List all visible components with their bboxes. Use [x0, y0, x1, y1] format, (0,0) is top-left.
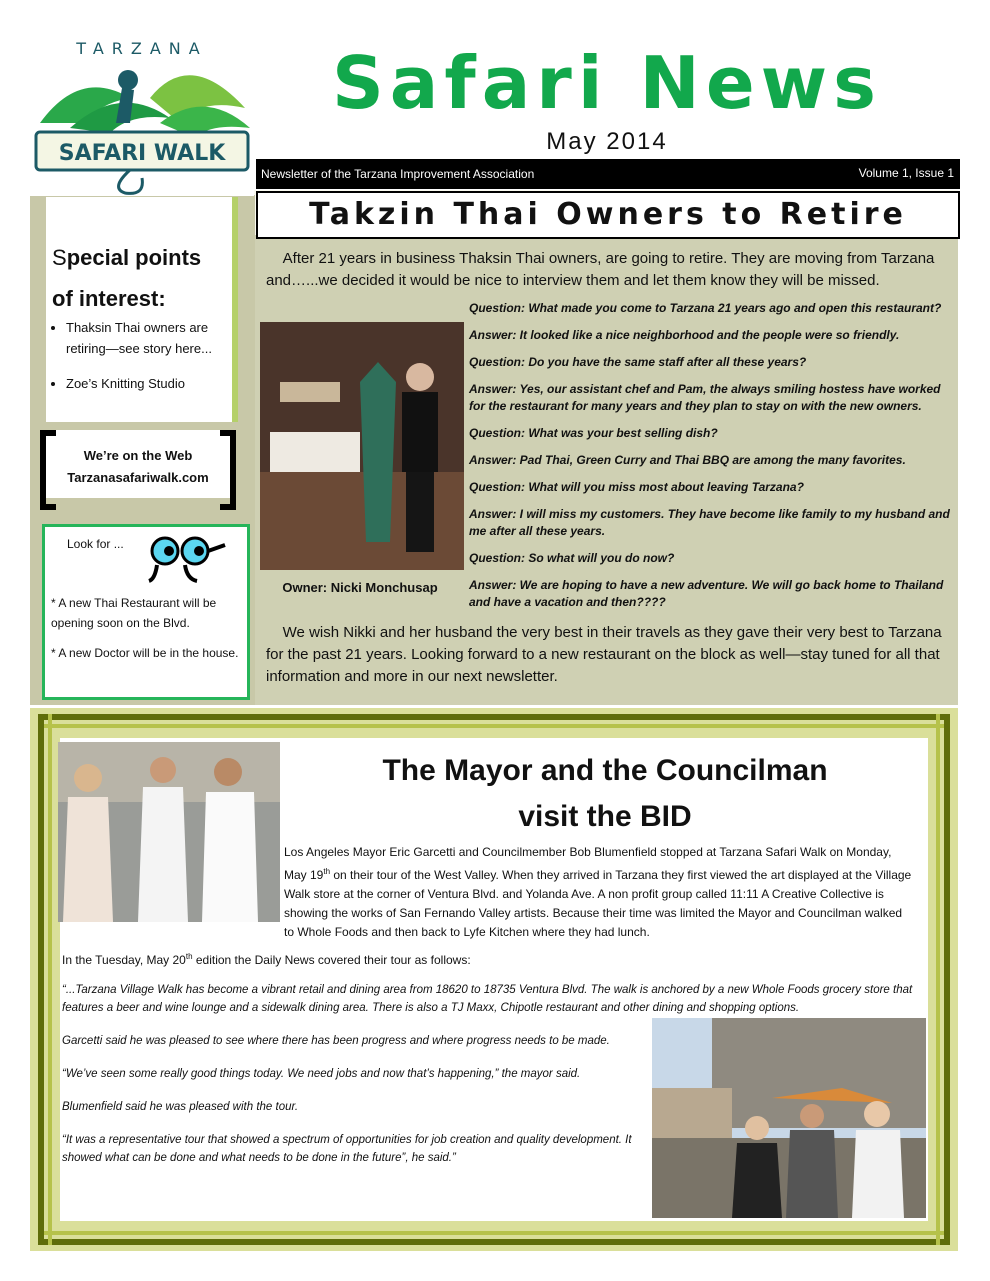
website-link[interactable]: Tarzanasafariwalk.com	[67, 470, 209, 485]
special-points-heading: Special points of interest:	[52, 245, 202, 311]
interview-line: Question: So what will you do now?	[469, 551, 675, 565]
look-for-box	[42, 524, 250, 700]
issue-date: May 2014	[546, 128, 668, 155]
svg-text:SAFARI WALK: SAFARI WALK	[58, 141, 226, 166]
tagline: Newsletter of the Tarzana Improvement Association	[261, 167, 535, 181]
interview-line: Answer: I will miss my customers. They have become like family to my husband and me after all these years.	[469, 507, 950, 538]
tarzana-safari-walk-logo	[30, 28, 254, 196]
look-item: * A new Doctor will be in the house.	[51, 646, 239, 660]
newsletter-title: Safari News	[331, 41, 883, 125]
masthead-bar	[256, 159, 960, 189]
daily-news-line: In the Tuesday, May 20th edition the Daily News covered their tour as follows:	[62, 952, 471, 967]
web-callout	[40, 430, 236, 498]
article1-outro: We wish Nikki and her husband the very best in their travels as they gave their very best to Tarzana for the past 21 years. Looking forward to a new restaurant on the block as well—stay tuned for all that information and more in our next newsletter.	[266, 624, 942, 685]
article1-headline: Takzin Thai Owners to Retire	[256, 191, 960, 239]
look-for-label: Look for ...	[67, 537, 124, 551]
volume-label: Volume 1, Issue 1	[858, 166, 954, 180]
eyes-icon	[145, 535, 235, 585]
list-item: • Thaksin Thai owners are retiring—see story here...	[66, 317, 236, 359]
quote-paragraph: Garcetti said he was pleased to see where there has been progress and where progress needs to be made.	[62, 1035, 610, 1047]
article2-body: Los Angeles Mayor Eric Garcetti and Councilmember Bob Blumenfield stopped at Tarzana Safari Walk on Monday, May 19th on their tour of the West Valley. When they arrived in Tarzana they first viewed the art displayed at the Village Walk store at the corner of Ventura Blvd. and Yolanda Ave. A non profit group called 11:11 A Creative Collective is showing the works of San Fernando Valley artists. Because their time was limited the Mayor and Councilman walked to Whole Foods and then back to Lyfe Kitchen where they had lunch.	[284, 845, 912, 939]
mayor-councilman-photo	[58, 742, 280, 922]
interview-line: Answer: It looked like a nice neighborhood and the people were so friendly.	[469, 328, 900, 342]
look-item: * A new Thai Restaurant will be opening soon on the Blvd.	[51, 596, 217, 630]
interview-line: Question: Do you have the same staff after all these years?	[469, 355, 807, 369]
interview-line: Answer: Pad Thai, Green Curry and Thai BBQ are among the many favorites.	[469, 453, 906, 467]
interview-line: Answer: Yes, our assistant chef and Pam, the always smiling hostess have worked for the restaurant for many years and they plan to stay on with the new owners.	[469, 382, 941, 413]
quote-paragraph: “...Tarzana Village Walk has become a vibrant retail and dining area from 18620 to 18735 Ventura Blvd. The walk is anchored by a new Whole Foods grocery store that features a beer and wine lounge and a sidewalk dining area. There is also a TJ Maxx, Chipotle restaurant and other dining and shopping options.	[62, 984, 913, 1014]
village-walk-photo	[652, 1018, 926, 1218]
photo-caption: Owner: Nicki Monchusap	[282, 580, 438, 595]
quote-paragraph: Blumenfield said he was pleased with the tour.	[62, 1101, 299, 1113]
quote-paragraph: “It was a representative tour that showed a spectrum of opportunities for job creation and quality development. It showed what can be done and what needs to be done in the future”, he said.”	[62, 1134, 632, 1164]
interview-qa	[469, 300, 951, 621]
owner-photo	[260, 322, 464, 570]
list-item: • Zoe’s Knitting Studio	[66, 373, 236, 394]
interview-line: Question: What was your best selling dish?	[469, 426, 718, 440]
article2-headline: The Mayor and the Councilman visit the BID	[382, 754, 828, 833]
special-points-box	[46, 197, 238, 422]
svg-text:TARZANA: TARZANA	[76, 39, 208, 58]
special-points-list	[52, 317, 236, 408]
quote-paragraph: “We’ve seen some really good things today. We need jobs and now that’s happening,” the mayor said.	[62, 1068, 581, 1080]
web-heading: We’re on the Web	[83, 448, 193, 463]
interview-line: Question: What made you come to Tarzana 21 years ago and open this restaurant?	[469, 301, 942, 315]
interview-line: Answer: We are hoping to have a new adventure. We will go back home to Thailand and have a vacation and then????	[469, 578, 944, 609]
interview-line: Question: What will you miss most about leaving Tarzana?	[469, 480, 804, 494]
article1-intro: After 21 years in business Thaksin Thai owners, are going to retire. They are moving from Tarzana and…...we decided it would be nice to interview them and let them know they will be missed.	[266, 250, 935, 289]
